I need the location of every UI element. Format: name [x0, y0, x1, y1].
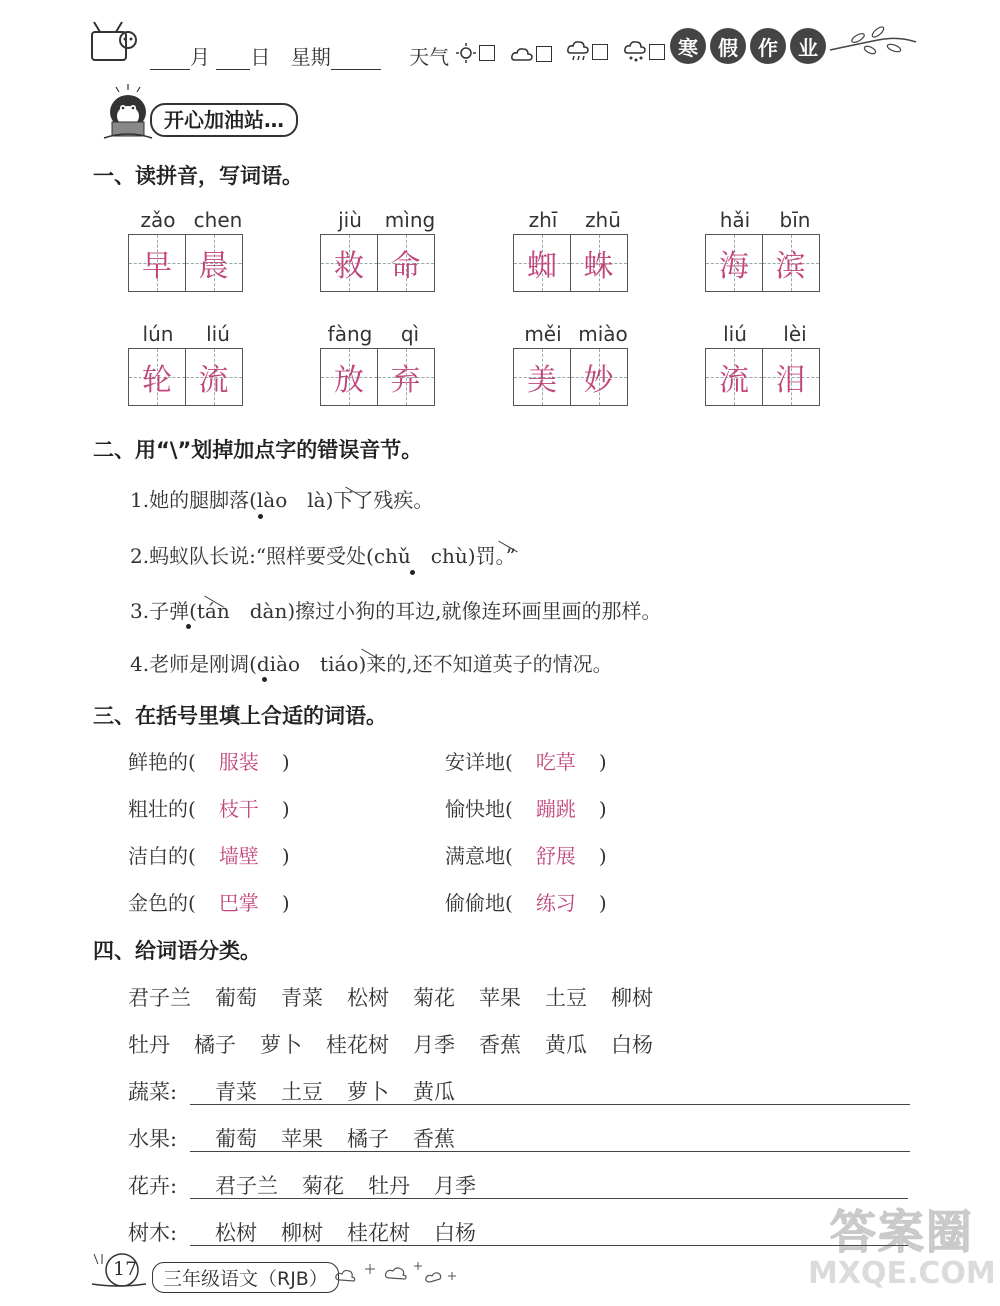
phrase-prefix: 洁白的( [128, 844, 196, 868]
word-bank-item: 香蕉 [479, 1033, 521, 1057]
phrase-prefix: 满意地( [445, 844, 513, 868]
handwritten-character: 流 [719, 363, 749, 398]
handwritten-answer[interactable]: 枝干 [218, 797, 259, 821]
category-label: 树木: [128, 1221, 178, 1245]
handwritten-answer: 白杨 [434, 1221, 476, 1245]
phrase-prefix: 鲜艳的( [128, 750, 196, 774]
category-label: 水果: [128, 1127, 178, 1151]
pinyin-syllable: jiù [338, 208, 362, 232]
word-bank-item: 萝卜 [260, 1033, 302, 1057]
handwritten-answer: 松树 [215, 1221, 257, 1245]
tianzi-cell[interactable] [185, 348, 243, 406]
branch-decoration-icon [828, 22, 918, 66]
handwritten-answer: 橘子 [347, 1127, 389, 1151]
weather-checkbox[interactable] [592, 44, 608, 60]
section-1-title: 一、读拼音，写词语。 [93, 164, 303, 188]
handwritten-answer: 香蕉 [413, 1127, 455, 1151]
category-answers [215, 1170, 500, 1200]
word-bank-row [128, 982, 677, 1012]
pinyin-syllable: hǎi [719, 208, 751, 232]
handwritten-answer: 君子兰 [215, 1174, 278, 1198]
tianzi-cell[interactable] [377, 348, 435, 406]
pinyin-syllable: bīn [779, 208, 811, 232]
weather-checkbox[interactable] [536, 46, 552, 62]
phrase-suffix: ) [598, 844, 607, 868]
phrase-prefix: 偷偷地( [445, 891, 513, 915]
sun-icon [455, 42, 495, 64]
handwritten-character: 蜘 [527, 249, 557, 284]
word-bank-item: 葡萄 [215, 986, 257, 1010]
pinyin-syllable: fàng [327, 322, 373, 346]
handwritten-answer[interactable]: 吃草 [535, 750, 576, 774]
phrase-prefix: 安详地( [445, 750, 513, 774]
handwritten-answer: 桂花树 [347, 1221, 410, 1245]
emphasis-dot [186, 624, 191, 629]
handwritten-character: 蛛 [583, 249, 614, 284]
word-writing-group [128, 322, 248, 406]
word-writing-group [128, 208, 248, 292]
word-writing-group [320, 208, 440, 292]
tianzi-cells [705, 234, 825, 292]
tianzi-cell[interactable] [185, 234, 243, 292]
word-bank-item: 白杨 [611, 1033, 653, 1057]
tianzi-cell[interactable] [320, 234, 378, 292]
pinyin-syllable: zhī [528, 208, 558, 232]
weather-label: 天气 [409, 45, 450, 69]
handwritten-answer: 柳树 [281, 1221, 323, 1245]
pinyin-row [513, 322, 633, 346]
word-bank-item: 土豆 [545, 986, 587, 1010]
page-number: 17 [113, 1258, 138, 1280]
category-answers [215, 1123, 479, 1153]
tianzi-cell[interactable] [128, 348, 186, 406]
snow-icon [623, 40, 665, 64]
pronunciation-item: 1.她的腿脚落(lào là)下了残疾。 [130, 488, 434, 512]
handwritten-character: 弃 [390, 363, 421, 398]
tianzi-cells [320, 348, 440, 406]
watermark-url: MXQE.COM [808, 1256, 996, 1291]
pinyin-row [128, 208, 248, 232]
tianzi-cell[interactable] [570, 234, 628, 292]
category-label: 蔬菜: [128, 1080, 178, 1104]
handwritten-answer: 菊花 [302, 1174, 344, 1198]
word-bank-item: 牡丹 [128, 1033, 170, 1057]
handwritten-character: 命 [390, 249, 421, 284]
handwritten-answer: 月季 [434, 1174, 476, 1198]
tianzi-cell[interactable] [128, 234, 186, 292]
tianzi-cells [128, 348, 248, 406]
word-writing-group [705, 322, 825, 406]
phrase-suffix: ) [281, 844, 290, 868]
emphasis-dot [262, 677, 267, 682]
section-3-title: 三、在括号里填上合适的词语。 [93, 704, 387, 728]
fill-in-item [445, 746, 607, 775]
handwritten-character: 海 [719, 249, 749, 284]
tianzi-cells [513, 234, 633, 292]
word-writing-group [513, 208, 633, 292]
handwritten-character: 早 [142, 249, 172, 284]
date-header [150, 40, 665, 70]
weather-checkbox[interactable] [479, 45, 495, 61]
tianzi-cell[interactable] [762, 234, 820, 292]
watermark [808, 1196, 996, 1291]
word-bank-item: 柳树 [611, 986, 653, 1010]
word-bank-item: 橘子 [194, 1033, 236, 1057]
pinyin-syllable: qì [400, 322, 420, 346]
word-bank-item: 青菜 [281, 986, 323, 1010]
handwritten-character: 救 [334, 249, 364, 284]
tianzi-cells [705, 348, 825, 406]
tianzi-cell[interactable] [570, 348, 628, 406]
pinyin-syllable: zhū [585, 208, 621, 232]
category-answers [215, 1076, 479, 1106]
handwritten-answer: 青菜 [215, 1080, 257, 1104]
word-writing-group [320, 322, 440, 406]
section-2-title: 二、用“\”划掉加点字的错误音节。 [93, 438, 423, 462]
day-label: 日 [250, 45, 271, 69]
handwritten-character: 晨 [198, 249, 229, 284]
pinyin-row [320, 322, 440, 346]
handwritten-character: 轮 [142, 363, 172, 398]
word-bank-item: 月季 [413, 1033, 455, 1057]
tianzi-cell[interactable] [513, 348, 571, 406]
handwritten-answer[interactable]: 服装 [218, 750, 259, 774]
fill-in-item [445, 793, 607, 822]
pinyin-syllable: miào [578, 322, 628, 346]
tianzi-cells [128, 234, 248, 292]
word-writing-group [513, 322, 633, 406]
tianzi-cell[interactable] [513, 234, 571, 292]
pronunciation-item: 2.蚂蚁队长说:“照样要受处(chǔ chù)罚。” [130, 544, 516, 568]
seal-char: 假 [710, 28, 746, 64]
handwritten-answer[interactable]: 练习 [535, 891, 576, 915]
tianzi-cell[interactable] [705, 348, 763, 406]
pinyin-row [705, 322, 825, 346]
seal-char: 业 [790, 28, 826, 64]
phrase-prefix: 粗壮的( [128, 797, 196, 821]
section-4-title: 四、给词语分类。 [93, 939, 261, 963]
week-blank[interactable] [331, 51, 381, 70]
day-blank[interactable] [216, 51, 250, 70]
word-bank-item: 苹果 [479, 986, 521, 1010]
weather-checkbox[interactable] [649, 44, 665, 60]
category-label: 花卉: [128, 1174, 178, 1198]
word-bank-item: 松树 [347, 986, 389, 1010]
word-bank-row [128, 1029, 677, 1059]
snowflake-cloud-decoration-icon [330, 1258, 460, 1296]
fill-in-item [128, 840, 290, 869]
phrase-prefix: 金色的( [128, 891, 196, 915]
handwritten-answer[interactable]: 舒展 [535, 844, 576, 868]
tianzi-cells [513, 348, 633, 406]
emphasis-dot [410, 570, 415, 575]
word-bank-item: 桂花树 [326, 1033, 389, 1057]
handwritten-answer: 苹果 [281, 1127, 323, 1151]
seal-char: 寒 [670, 28, 706, 64]
pronunciation-item: 4.老师是刚调(diào tiáo)来的,还不知道英子的情况。 [130, 652, 613, 676]
fill-in-item [128, 793, 290, 822]
cloud-icon [510, 44, 552, 64]
watermark-logo: 答案圈 [829, 1205, 974, 1259]
rain-icon [566, 40, 608, 64]
section-banner: 开心加油站… [150, 103, 298, 137]
category-answers [215, 1217, 500, 1247]
pinyin-row [513, 208, 633, 232]
week-label: 星期 [290, 45, 331, 69]
handwritten-answer: 葡萄 [215, 1127, 257, 1151]
tianzi-cells [320, 234, 440, 292]
word-bank-item: 菊花 [413, 986, 455, 1010]
phrase-prefix: 愉快地( [445, 797, 513, 821]
handwritten-character: 滨 [775, 249, 806, 284]
seal-char: 作 [750, 28, 786, 64]
phrase-suffix: ) [281, 891, 290, 915]
handwritten-character: 放 [334, 363, 364, 398]
tianzi-cell[interactable] [377, 234, 435, 292]
handwritten-answer[interactable]: 蹦跳 [535, 797, 576, 821]
tianzi-cell[interactable] [705, 234, 763, 292]
pinyin-syllable: lún [142, 322, 174, 346]
tianzi-cell[interactable] [320, 348, 378, 406]
pinyin-syllable: zǎo [140, 208, 176, 232]
month-label: 月 [190, 45, 210, 69]
word-bank-item: 君子兰 [128, 986, 191, 1010]
pinyin-row [320, 208, 440, 232]
handwritten-answer[interactable]: 墙壁 [218, 844, 259, 868]
handwritten-answer: 牡丹 [368, 1174, 410, 1198]
fill-in-item [445, 887, 607, 916]
pinyin-syllable: chen [193, 208, 243, 232]
handwritten-answer: 黄瓜 [413, 1080, 455, 1104]
winter-homework-seal [670, 28, 830, 64]
book-title: 三年级语文（RJB） [152, 1262, 339, 1293]
fill-in-item [128, 746, 290, 775]
phrase-suffix: ) [281, 797, 290, 821]
handwritten-character: 泪 [775, 363, 806, 398]
phrase-suffix: ) [598, 750, 607, 774]
month-blank[interactable] [150, 51, 190, 70]
pinyin-syllable: mìng [384, 208, 436, 232]
tv-mascot-icon [88, 18, 140, 68]
fill-in-item [445, 840, 607, 869]
handwritten-character: 美 [527, 363, 557, 398]
pronunciation-item: 3.子弹(tán dàn)擦过小狗的耳边,就像连环画里画的那样。 [130, 599, 662, 623]
phrase-suffix: ) [281, 750, 290, 774]
emphasis-dot [258, 514, 263, 519]
pinyin-syllable: liú [723, 322, 747, 346]
handwritten-answer: 萝卜 [347, 1080, 389, 1104]
handwritten-answer[interactable]: 巴掌 [218, 891, 259, 915]
penguin-mascot-icon [98, 82, 158, 148]
phrase-suffix: ) [598, 797, 607, 821]
fill-in-item [128, 887, 290, 916]
word-writing-group [705, 208, 825, 292]
handwritten-answer: 土豆 [281, 1080, 323, 1104]
pinyin-row [705, 208, 825, 232]
pinyin-syllable: měi [524, 322, 562, 346]
pinyin-syllable: liú [206, 322, 230, 346]
word-bank-item: 黄瓜 [545, 1033, 587, 1057]
tianzi-cell[interactable] [762, 348, 820, 406]
handwritten-character: 妙 [583, 363, 614, 398]
handwritten-character: 流 [198, 363, 229, 398]
pinyin-syllable: lèi [783, 322, 807, 346]
pinyin-row [128, 322, 248, 346]
phrase-suffix: ) [598, 891, 607, 915]
